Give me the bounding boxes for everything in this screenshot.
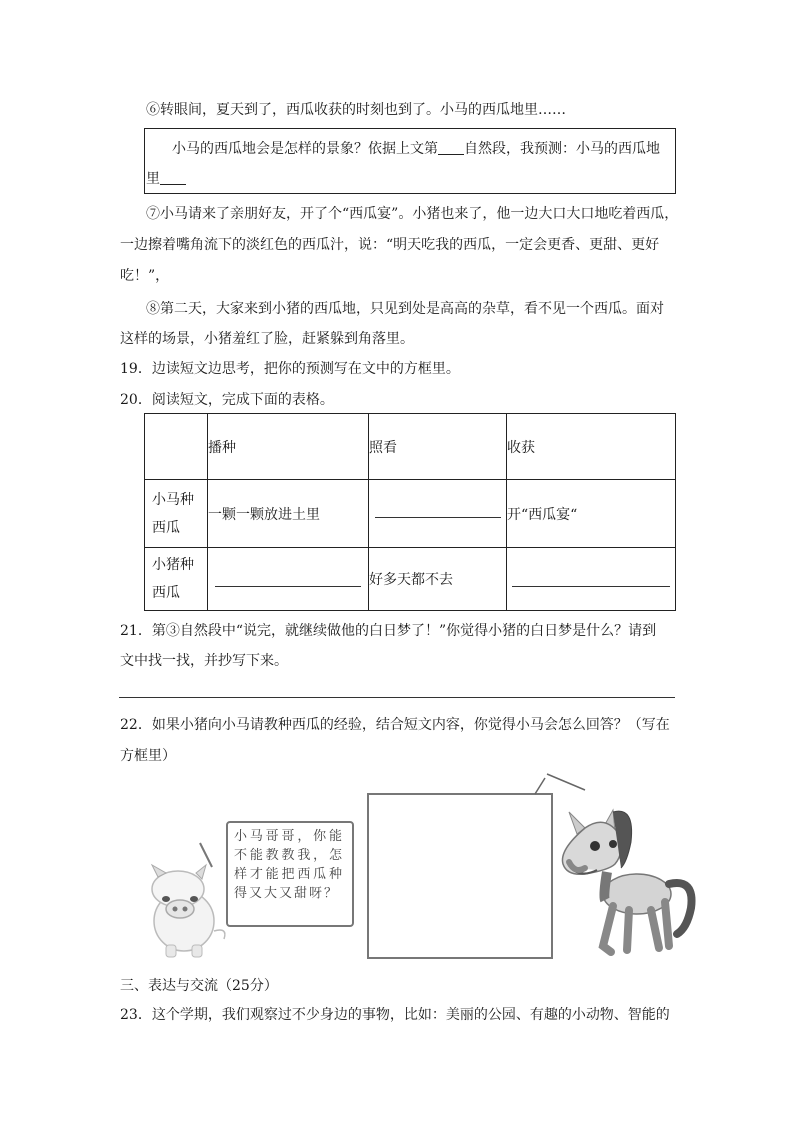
- row-label-piggy: 小猪种 西瓜: [145, 548, 208, 611]
- table-header-empty: [145, 414, 208, 480]
- section-3-heading: 三、表达与交流（25分）: [120, 978, 278, 994]
- table-header-care: 照看: [369, 414, 507, 480]
- table-row: [145, 480, 676, 548]
- pony-care-cell[interactable]: [369, 480, 507, 548]
- answer-line[interactable]: [512, 586, 670, 587]
- paragraph-number-blank[interactable]: [438, 140, 464, 155]
- question-22-line2: 方框里）: [120, 748, 176, 764]
- speech-bubble-text: 小马哥哥，你能不能教教我，怎样才能把西瓜种得又大又甜呀？: [234, 829, 344, 901]
- piglet-illustration: [140, 835, 240, 960]
- piggy-care-cell: 好多天都不去: [369, 548, 507, 611]
- question-22-line1: 22．如果小猪向小马请教种西瓜的经验，结合短文内容，你觉得小马会怎么回答？（写在: [120, 717, 670, 733]
- table-header-harvest: 收获: [507, 414, 676, 480]
- table-header-sow: 播种: [208, 414, 369, 480]
- piggy-harvest-cell[interactable]: [507, 548, 676, 611]
- piggy-sow-cell[interactable]: [208, 548, 369, 611]
- table-header-row: [145, 414, 676, 480]
- pony-sow-cell: 一颗一颗放进土里: [208, 480, 369, 548]
- question-23: 23．这个学期，我们观察过不少身边的事物，比如：美丽的公园、有趣的小动物、智能的: [120, 1007, 670, 1023]
- prediction-box-line1: 小马的西瓜地会是怎样的景象？依据上文第 自然段，我预测：小马的西瓜地: [172, 141, 660, 157]
- pony-harvest-cell: 开“西瓜宴“: [507, 480, 676, 548]
- paragraph-7-line2: 一边擦着嘴角流下的淡红色的西瓜汁，说：“明天吃我的西瓜，一定会更香、更甜、更好: [120, 237, 660, 253]
- prediction-box-line2: 里: [146, 168, 186, 188]
- paragraph-6: ⑥转眼间，夏天到了，西瓜收获的时刻也到了。小马的西瓜地里……: [146, 102, 566, 118]
- prediction-blank[interactable]: [160, 170, 186, 185]
- question-21-line2: 文中找一找，并抄写下来。: [120, 653, 288, 669]
- answer-line-q21[interactable]: [119, 697, 675, 698]
- answer-line[interactable]: [375, 517, 501, 518]
- table-row: [145, 548, 676, 611]
- paragraph-8-line2: 这样的场景，小猪羞红了脸，赶紧躲到角落里。: [120, 331, 414, 347]
- row-label-pony: 小马种 西瓜: [145, 480, 208, 548]
- question-21-line1: 21．第③自然段中“说完，就继续做他的白日梦了！”你觉得小猪的白日梦是什么？请到: [120, 623, 657, 639]
- comparison-table: [144, 413, 676, 611]
- pony-illustration: [525, 772, 700, 962]
- question-19: 19．边读短文边思考，把你的预测写在文中的方框里。: [120, 361, 460, 377]
- answer-line[interactable]: [215, 586, 361, 587]
- question-20: 20．阅读短文，完成下面的表格。: [120, 392, 334, 408]
- paragraph-8-line1: ⑧第二天，大家来到小猪的西瓜地，只见到处是高高的杂草，看不见一个西瓜。面对: [146, 301, 664, 317]
- paragraph-7-line1: ⑦小马请来了亲朋好友，开了个“西瓜宴”。小猪也来了，他一边大口大口地吃着西瓜，: [146, 206, 679, 222]
- paragraph-7-line3: 吃！”，: [120, 268, 170, 284]
